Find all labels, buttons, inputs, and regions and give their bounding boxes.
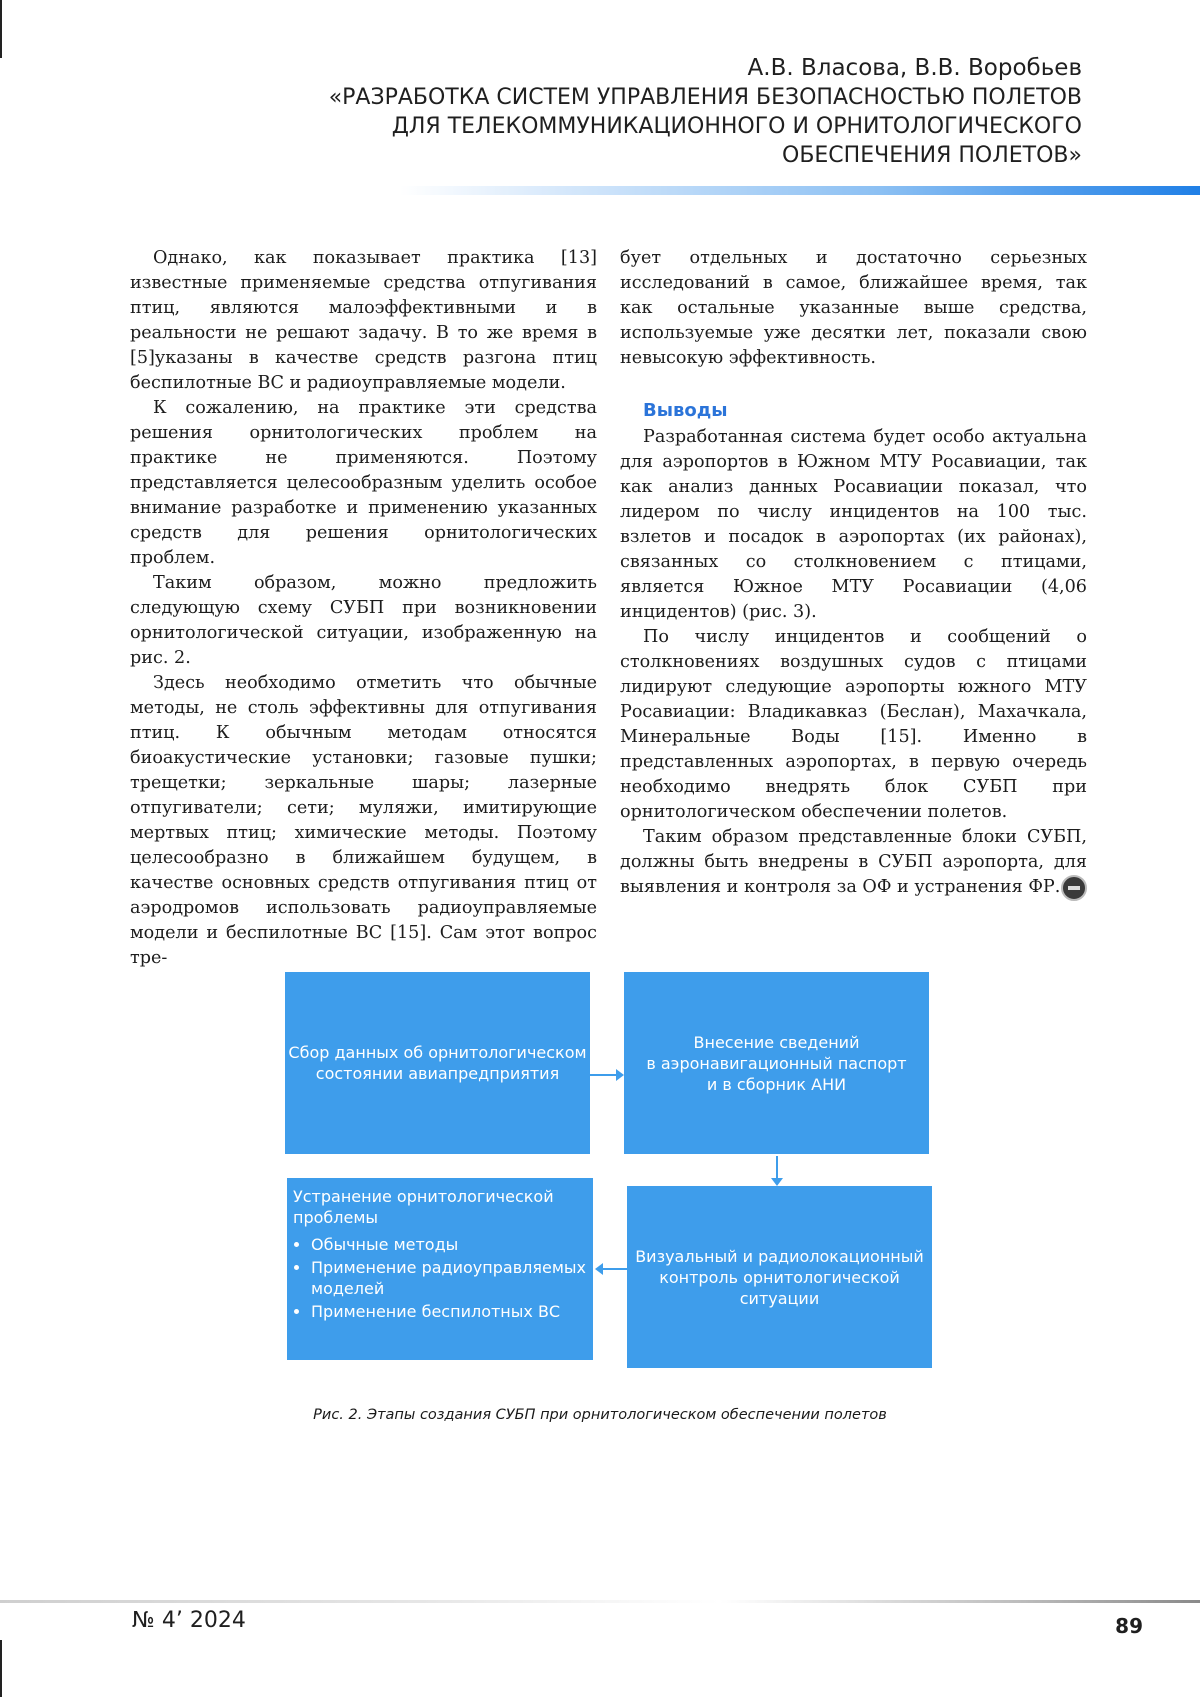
- box-title: Устранение орнитологической проблемы: [293, 1187, 554, 1227]
- footer-divider: [0, 1600, 1200, 1603]
- box-text: Сбор данных об орнитологическом состоянии авиапредприятия: [288, 1043, 587, 1083]
- box-text: Визуальный и радиолокационный контроль орнитологической ситуации: [635, 1246, 924, 1308]
- section-heading-conclusions: Выводы: [643, 400, 728, 421]
- header-title-line-2: ДЛЯ ТЕЛЕКОММУНИКАЦИОННОГО И ОРНИТОЛОГИЧЕСКОГО: [391, 114, 1082, 139]
- crop-mark-top: [0, 0, 2, 58]
- header-authors: А.В. Власова, В.В. Воробьев: [747, 55, 1082, 81]
- paragraph: Здесь необходимо отметить что обычные методы, не столь эффективны для отпугивания птиц. К обычным методам относятся биоакустические установки; газовые пушки; трещетки; зеркальные шары; лазерные отпугиватели; сети; муляжи, имитирующие мертвых птиц; химические методы. Поэтому целесообразно в ближайшем будущем, в качестве основных средств отпугивания птиц от аэродромов использовать радиоуправляемые модели и беспилотные ВС [15]. Сам этот вопрос тре-: [130, 673, 597, 968]
- paragraph-continuation: бует отдельных и достаточно серьезных исследований в самое, ближайшее время, так как остальные указанные выше средства, используемые уже десятки лет, показали свою невысокую эффективность.: [620, 248, 1087, 368]
- paragraph: Таким образом, можно предложить следующую схему СУБП при возникновении орнитологической ситуации, изображенную на рис. 2.: [130, 573, 597, 668]
- figure-caption: Рис. 2. Этапы создания СУБП при орнитологическом обеспечении полетов: [313, 1407, 887, 1423]
- header-title-line-3: ОБЕСПЕЧЕНИЯ ПОЛЕТОВ»: [782, 143, 1082, 168]
- paragraph-final: [620, 825, 1087, 900]
- figure-diagram: [0, 960, 1200, 1420]
- diagram-box-passport-entry: [624, 972, 929, 1154]
- paragraph: К сожалению, на практике эти средства решения орнитологических проблем на практике не применяются. Поэтому представляется целесообразным уделить особое внимание разработке и применению указанных средств для решения орнитологических проблем.: [130, 398, 597, 568]
- page-number: 89: [1115, 1614, 1143, 1638]
- box-text: Внесение сведений в аэронавигационный паспорт и в сборник АНИ: [646, 1032, 907, 1094]
- paragraph: Разработанная система будет особо актуальна для аэропортов в Южном МТУ Росавиации, так как анализ данных Росавиации показал, что лидером по числу инцидентов на 100 тыс. взлетов и посадок в аэропортах (их районах), связанных со столкновением с птицами, является Южное МТУ Росавиации (4,06 инцидентов) (рис. 3).: [620, 427, 1087, 622]
- right-column: [620, 246, 1087, 901]
- journal-logo-icon: [1061, 875, 1087, 901]
- crop-mark-bottom: [0, 1640, 2, 1697]
- paragraph: По числу инцидентов и сообщений о столкновениях воздушных судов с птицами лидируют следующие аэропорты южного МТУ Росавиации: Владикавказ (Беслан), Махачкала, Минеральные Воды [15]. Именно в представленных аэропортах, в первую очередь необходимо внедрять блок СУБП при орнитологическом обеспечении полетов.: [620, 627, 1087, 822]
- arrow-left-icon: [603, 1268, 627, 1270]
- arrow-down-icon: [776, 1156, 778, 1178]
- footer-issue-number: № 4’ 2024: [132, 1608, 246, 1633]
- final-text: Таким образом представленные блоки СУБП, должны быть внедрены в СУБП аэропорта, для выявления и контроля за ОФ и устранения ФР.: [620, 827, 1087, 897]
- list-item: • Применение беспилотных ВС: [311, 1301, 587, 1322]
- arrow-right-icon: [590, 1074, 616, 1076]
- list-item: • Обычные методы: [311, 1234, 587, 1255]
- list-item: • Применение радиоуправляемых моделей: [311, 1257, 587, 1299]
- diagram-box-visual-radar-control: [627, 1186, 932, 1368]
- diagram-box-data-collection: [285, 972, 590, 1154]
- running-header: [329, 54, 1082, 170]
- header-gradient-bar: [400, 186, 1200, 195]
- diagram-box-problem-elimination: [287, 1178, 593, 1360]
- paragraph: Однако, как показывает практика [13] известные применяемые средства отпугивания птиц, являются малоэффективными и в реальности не решают задачу. В то же время в [5]указаны в качестве средств разгона птиц беспилотные ВС и радиоуправляемые модели.: [130, 248, 597, 393]
- left-column: [130, 246, 597, 971]
- methods-list: [293, 1234, 587, 1322]
- header-title-line-1: «РАЗРАБОТКА СИСТЕМ УПРАВЛЕНИЯ БЕЗОПАСНОСТЬЮ ПОЛЕТОВ: [328, 85, 1082, 110]
